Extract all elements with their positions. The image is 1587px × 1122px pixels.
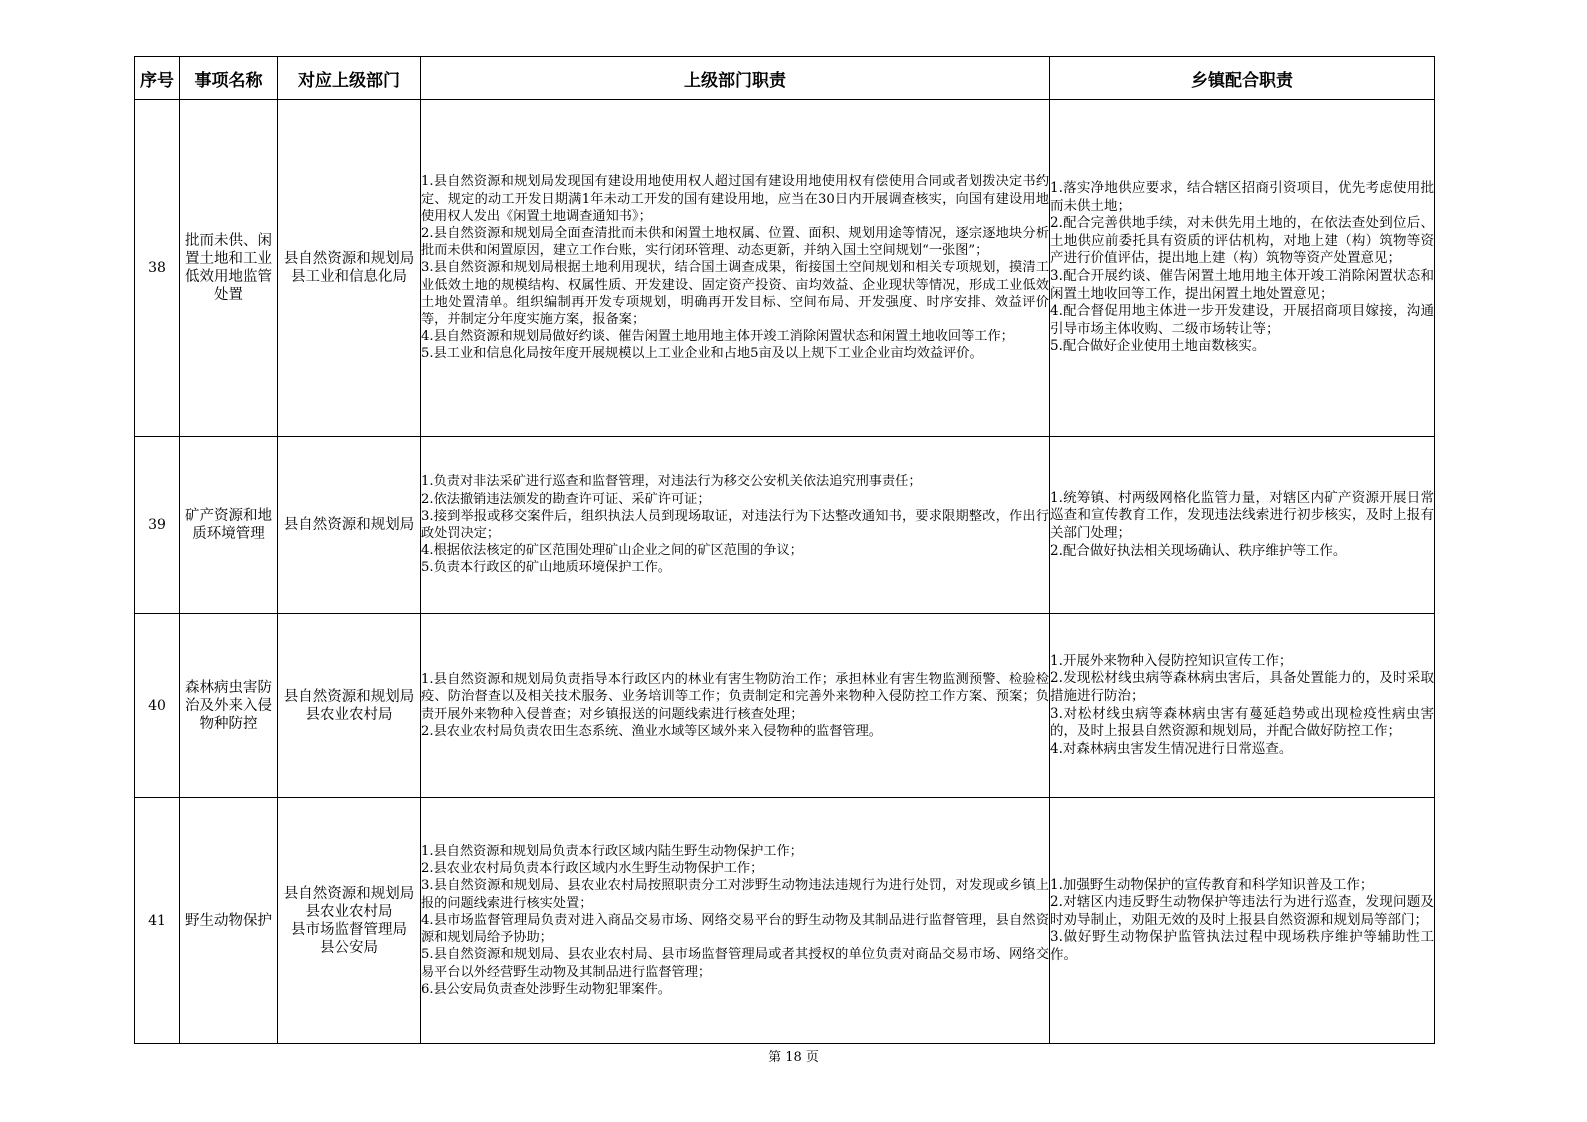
row-seq: 40 bbox=[135, 614, 180, 798]
row-dept bbox=[278, 437, 421, 614]
row-item-name: 批而未供、闲置土地和工业低效用地监管处置 bbox=[180, 100, 278, 437]
table-row bbox=[135, 437, 1435, 614]
dept-line: 县农业农村局 bbox=[305, 903, 393, 920]
dept-line: 县工业和信息化局 bbox=[291, 269, 407, 285]
duty-item: 2.发现松材线虫病等森林病虫害后，具备处置能力的，及时采取措施进行防治； bbox=[1050, 670, 1434, 704]
row-superior-duty bbox=[421, 100, 1050, 437]
table-row bbox=[135, 100, 1435, 437]
duty-item: 1.县自然资源和规划局发现国有建设用地使用权人超过国有建设用地使用权有偿使用合同或者划拨决定书约定、规定的动工开发日期满1年未动工开发的国有建设用地，应当在30日内开展调查核实，向国有建设用地使用权人发出《闲置土地调查通知书》； bbox=[421, 174, 1049, 224]
dept-line: 县自然资源和规划局 bbox=[283, 517, 415, 533]
duty-item: 2.配合完善供地手续，对未供先用土地的，在依法查处到位后、土地供应前委托具有资质的评估机构，对地上建（构）筑物等资产进行价值评估，提出地上建（构）筑物等资产处置意见； bbox=[1050, 215, 1434, 267]
row-seq: 39 bbox=[135, 437, 180, 614]
duty-item: 3.配合开展约谈、催告闲置土地用地主体开竣工消除闲置状态和闲置土地收回等工作，提出闲置土地处置意见； bbox=[1050, 268, 1434, 302]
dept-line: 县公安局 bbox=[320, 939, 378, 956]
duty-item: 5.负责本行政区的矿山地质环境保护工作。 bbox=[421, 560, 671, 576]
duty-item: 5.县自然资源和规划局、县农业农村局、县市场监督管理局或者其授权的单位负责对商品交易市场、网络交易平台以外经营野生动物及其制品进行监督管理； bbox=[421, 947, 1049, 980]
duty-item: 4.对森林病虫害发生情况进行日常巡查。 bbox=[1050, 740, 1293, 757]
row-dept bbox=[278, 798, 421, 1044]
row-item-name: 森林病虫害防治及外来入侵物种防控 bbox=[180, 614, 278, 798]
duty-item: 1.开展外来物种入侵防控知识宣传工作； bbox=[1050, 652, 1293, 669]
header-seq: 序号 bbox=[135, 57, 180, 100]
row-township-duty bbox=[1050, 100, 1435, 437]
duty-item: 3.接到举报或移交案件后，组织执法人员到现场取证，对违法行为下达整改通知书，要求限期整改，作出行政处罚决定； bbox=[421, 508, 1049, 541]
row-dept bbox=[278, 614, 421, 798]
duty-item: 2.县农业农村局负责本行政区域内水生野生动物保护工作； bbox=[421, 861, 764, 877]
duty-item: 3.做好野生动物保护监管执法过程中现场秩序维护等辅助性工作。 bbox=[1050, 929, 1434, 963]
dept-line: 县市场监督管理局 bbox=[291, 921, 407, 938]
duty-item: 4.配合督促用地主体进一步开发建设，开展招商项目嫁接，沟通引导市场主体收购、二级市场转让等； bbox=[1050, 303, 1434, 337]
row-superior-duty bbox=[421, 437, 1050, 614]
row-item-name: 矿产资源和地质环境管理 bbox=[180, 437, 278, 614]
row-superior-duty bbox=[421, 798, 1050, 1044]
dept-line: 县自然资源和规划局 bbox=[283, 688, 415, 705]
duty-item: 1.统筹镇、村两级网格化监管力量，对辖区内矿产资源开展日常巡查和宣传教育工作，发现违法线索进行初步核实，及时上报有关部门处理； bbox=[1050, 489, 1434, 541]
duty-table bbox=[134, 56, 1435, 1044]
row-township-duty bbox=[1050, 798, 1435, 1044]
duty-item: 2.依法撤销违法颁发的勘查许可证、采矿许可证； bbox=[421, 491, 711, 507]
header-row bbox=[135, 57, 1435, 100]
duty-item: 2.县农业农村局负责农田生态系统、渔业水域等区域外来入侵物种的监督管理。 bbox=[421, 723, 882, 739]
header-item-name: 事项名称 bbox=[180, 57, 278, 100]
duty-item: 5.配合做好企业使用土地亩数核实。 bbox=[1050, 338, 1266, 355]
duty-item: 6.县公安局负责查处涉野生动物犯罪案件。 bbox=[421, 981, 671, 997]
header-township-duty: 乡镇配合职责 bbox=[1050, 57, 1435, 100]
duty-item: 1.落实净地供应要求，结合辖区招商引资项目，优先考虑使用批而未供土地； bbox=[1050, 180, 1434, 214]
page-number: 第 18 页 bbox=[768, 1050, 819, 1065]
row-seq: 38 bbox=[135, 100, 180, 437]
row-superior-duty bbox=[421, 614, 1050, 798]
dept-line: 县自然资源和规划局 bbox=[283, 885, 415, 902]
duty-item: 5.县工业和信息化局按年度开展规模以上工业企业和占地5亩及以上规下工业企业亩均效益评价。 bbox=[421, 346, 983, 362]
dept-line: 县农业农村局 bbox=[305, 706, 393, 723]
duty-item: 1.县自然资源和规划局负责本行政区域内陆生野生动物保护工作； bbox=[421, 844, 803, 860]
header-superior-duty: 上级部门职责 bbox=[421, 57, 1050, 100]
duty-item: 4.县市场监督管理局负责对进入商品交易市场、网络交易平台的野生动物及其制品进行监督管理，县自然资源和规划局给予协助； bbox=[421, 912, 1049, 946]
duty-item: 3.县自然资源和规划局根据土地利用现状，结合国土调查成果，衔接国土空间规划和相关专项规划，摸清工业低效土地的规模结构、权属性质、开发建设、固定资产投资、亩均效益、企业现状等情况，形成工业低效土地处置清单。组织编制再开发专项规划，明确再开发目标、空间布局、开发强度、时序安排、效益评价等，并制定分年度实施方案，报备案； bbox=[421, 260, 1049, 327]
duty-item: 4.县自然资源和规划局做好约谈、催告闲置土地用地主体开竣工消除闲置状态和闲置土地收回等工作； bbox=[421, 329, 1014, 345]
duty-item: 3.对松材线虫病等森林病虫害有蔓延趋势或出现检疫性病虫害的，及时上报县自然资源和规划局，并配合做好防控工作； bbox=[1050, 705, 1434, 740]
duty-item: 2.县自然资源和规划局全面查清批而未供和闲置土地权属、位置、面积、规划用途等情况，逐宗逐地块分析批而未供和闲置原因，建立工作台账，实行闭环管理、动态更新，并纳入国土空间规划“一张图”； bbox=[421, 225, 1049, 259]
duty-item: 1.负责对非法采矿进行巡查和监督管理，对违法行为移交公安机关依法追究刑事责任； bbox=[421, 474, 922, 490]
duty-item: 4.根据依法核定的矿区范围处理矿山企业之间的矿区范围的争议； bbox=[421, 543, 803, 559]
header-dept: 对应上级部门 bbox=[278, 57, 421, 100]
duty-item: 1.县自然资源和规划局负责指导本行政区内的林业有害生物防治工作；承担林业有害生物监测预警、检验检疫、防治督查以及相关技术服务、业务培训等工作；负责制定和完善外来物种入侵防控工作方案、预案；负责开展外来物种入侵普查；对乡镇报送的问题线索进行核查处理； bbox=[421, 672, 1049, 722]
row-dept bbox=[278, 100, 421, 437]
duty-item: 2.对辖区内违反野生动物保护等违法行为进行巡查，发现问题及时劝导制止，劝阻无效的及时上报县自然资源和规划局等部门； bbox=[1050, 894, 1434, 928]
row-seq: 41 bbox=[135, 798, 180, 1044]
row-township-duty bbox=[1050, 614, 1435, 798]
row-item-name: 野生动物保护 bbox=[180, 798, 278, 1044]
table-row bbox=[135, 614, 1435, 798]
duty-item: 1.加强野生动物保护的宣传教育和科学知识普及工作； bbox=[1050, 876, 1374, 893]
duty-item: 2.配合做好执法相关现场确认、秩序维护等工作。 bbox=[1050, 542, 1347, 559]
duty-item: 3.县自然资源和规划局、县农业农村局按照职责分工对涉野生动物违法违规行为进行处罚，对发现或乡镇上报的问题线索进行核实处置； bbox=[421, 878, 1049, 911]
dept-line: 县自然资源和规划局 bbox=[283, 251, 415, 267]
row-township-duty bbox=[1050, 437, 1435, 614]
table-row bbox=[135, 798, 1435, 1044]
